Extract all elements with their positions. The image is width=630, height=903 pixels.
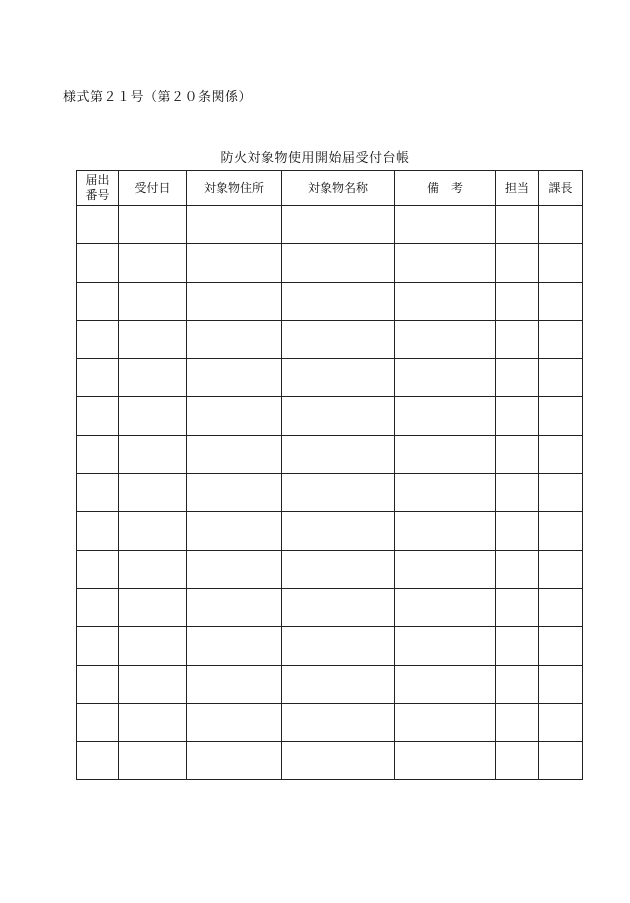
table-cell[interactable] [496,359,539,397]
table-row [77,320,583,358]
table-row [77,703,583,741]
table-cell[interactable] [395,359,496,397]
table-cell[interactable] [187,435,282,473]
table-cell[interactable] [187,206,282,244]
table-cell[interactable] [119,397,187,435]
table-cell[interactable] [496,550,539,588]
table-cell[interactable] [282,359,395,397]
table-cell[interactable] [395,474,496,512]
table-cell[interactable] [282,588,395,626]
table-cell[interactable] [119,474,187,512]
table-row [77,512,583,550]
table-row [77,244,583,282]
table-cell[interactable] [496,320,539,358]
table-cell[interactable] [77,665,119,703]
table-cell[interactable] [282,474,395,512]
table-cell[interactable] [282,244,395,282]
table-cell[interactable] [496,435,539,473]
table-cell[interactable] [395,244,496,282]
table-cell[interactable] [496,627,539,665]
table-cell[interactable] [77,244,119,282]
table-cell[interactable] [282,550,395,588]
table-cell[interactable] [119,435,187,473]
table-cell[interactable] [496,282,539,320]
table-cell[interactable] [119,359,187,397]
table-cell[interactable] [539,474,583,512]
table-cell[interactable] [282,206,395,244]
table-cell[interactable] [539,435,583,473]
table-cell[interactable] [282,627,395,665]
table-cell[interactable] [496,512,539,550]
table-cell[interactable] [187,320,282,358]
table-cell[interactable] [395,550,496,588]
table-row [77,742,583,780]
table-cell[interactable] [187,474,282,512]
header-notification-number: 届出番号 [77,171,119,206]
table-cell[interactable] [282,703,395,741]
table-cell[interactable] [187,665,282,703]
table-cell[interactable] [77,512,119,550]
table-cell[interactable] [119,244,187,282]
table-cell[interactable] [119,550,187,588]
header-row [77,171,583,206]
table-cell[interactable] [395,703,496,741]
table-row [77,359,583,397]
table-cell[interactable] [77,206,119,244]
table-cell[interactable] [77,742,119,780]
table-cell[interactable] [187,627,282,665]
table-cell[interactable] [539,244,583,282]
table-cell[interactable] [187,244,282,282]
table-cell[interactable] [282,742,395,780]
table-cell[interactable] [119,665,187,703]
table-cell[interactable] [496,244,539,282]
table-row [77,474,583,512]
table-cell[interactable] [282,397,395,435]
table-cell[interactable] [539,359,583,397]
table-cell[interactable] [539,665,583,703]
table-cell[interactable] [395,627,496,665]
table-cell[interactable] [496,665,539,703]
table-cell[interactable] [187,359,282,397]
table-cell[interactable] [119,588,187,626]
table-cell[interactable] [496,474,539,512]
table-cell[interactable] [77,282,119,320]
table-cell[interactable] [539,320,583,358]
table-cell[interactable] [395,588,496,626]
table-cell[interactable] [187,703,282,741]
table-cell[interactable] [496,588,539,626]
table-cell[interactable] [77,359,119,397]
table-cell[interactable] [187,742,282,780]
table-cell[interactable] [187,550,282,588]
table-cell[interactable] [539,397,583,435]
table-cell[interactable] [539,627,583,665]
table-cell[interactable] [539,206,583,244]
table-cell[interactable] [77,397,119,435]
table-cell[interactable] [539,550,583,588]
table-cell[interactable] [119,512,187,550]
table-cell[interactable] [282,665,395,703]
table-row [77,550,583,588]
table-cell[interactable] [77,703,119,741]
header-remarks: 備 考 [395,171,496,206]
table-cell[interactable] [395,665,496,703]
table-cell[interactable] [395,206,496,244]
table-row [77,588,583,626]
table-cell[interactable] [395,397,496,435]
table-row [77,627,583,665]
table-cell[interactable] [395,512,496,550]
table-cell[interactable] [496,397,539,435]
table-cell[interactable] [395,320,496,358]
table-cell[interactable] [77,550,119,588]
table-cell[interactable] [496,703,539,741]
table-cell[interactable] [187,397,282,435]
table-row [77,665,583,703]
table-cell[interactable] [282,435,395,473]
table-cell[interactable] [119,742,187,780]
form-number: 様式第２１号（第２０条関係） [63,90,253,105]
table-cell[interactable] [282,512,395,550]
table-cell[interactable] [119,627,187,665]
table-cell[interactable] [395,742,496,780]
table-cell[interactable] [187,282,282,320]
table-cell[interactable] [539,512,583,550]
ledger-body [77,206,583,780]
table-cell[interactable] [187,588,282,626]
header-receipt-date: 受付日 [119,171,187,206]
table-cell[interactable] [539,703,583,741]
table-cell[interactable] [119,703,187,741]
table-cell[interactable] [539,588,583,626]
table-cell[interactable] [119,206,187,244]
table-cell[interactable] [187,512,282,550]
table-row [77,435,583,473]
table-cell[interactable] [77,320,119,358]
table-cell[interactable] [77,435,119,473]
table-row [77,397,583,435]
table-cell[interactable] [119,282,187,320]
header-person-in-charge: 担当 [496,171,539,206]
table-cell[interactable] [496,742,539,780]
header-property-address: 対象物住所 [187,171,282,206]
table-cell[interactable] [77,474,119,512]
table-row [77,282,583,320]
table-cell[interactable] [77,588,119,626]
header-property-name: 対象物名称 [282,171,395,206]
ledger-table [76,170,583,780]
table-cell[interactable] [395,282,496,320]
table-cell[interactable] [539,742,583,780]
table-cell[interactable] [496,206,539,244]
table-cell[interactable] [77,627,119,665]
table-cell[interactable] [282,282,395,320]
table-cell[interactable] [395,435,496,473]
ledger-title: 防火対象物使用開始届受付台帳 [220,151,410,166]
table-cell[interactable] [539,282,583,320]
table-cell[interactable] [119,320,187,358]
header-section-chief: 課長 [539,171,583,206]
table-cell[interactable] [282,320,395,358]
table-row [77,206,583,244]
